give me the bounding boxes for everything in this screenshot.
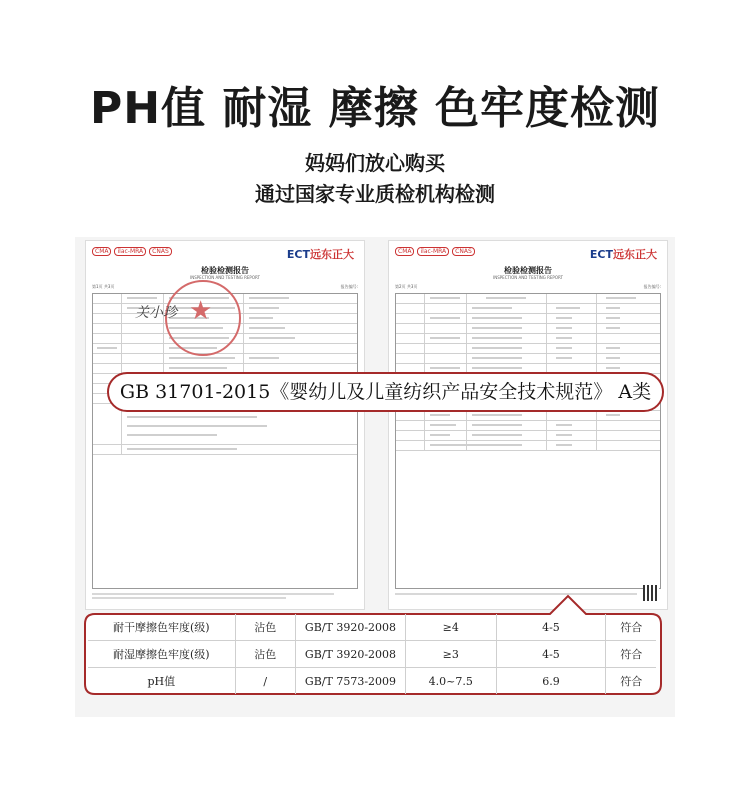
brand-logo [287,246,354,262]
test-requirement: 4.0~7.5 [406,668,496,695]
test-verdict: 符合 [606,614,656,641]
page-title: PH值 耐湿 摩擦 色牢度检测 [89,83,661,134]
report-subtitle-2: INSPECTION AND TESTING REPORT [493,275,563,280]
test-requirement: ≥4 [406,614,496,641]
test-method: / [235,668,295,695]
report-number-label-2: 报告编号: [643,284,661,289]
subtitle-reassure: 妈妈们放心购买 [305,151,445,175]
report-meta-2 [395,284,661,290]
test-item: 耐干摩擦色牢度(级) [88,614,235,641]
brand-cn: 远东正大 [310,248,354,261]
report-number-label: 报告编号: [340,284,358,289]
table-row [88,641,656,668]
report-table-2 [395,293,661,589]
ilac-logo: ilac-MRA [114,247,146,256]
results-table [88,614,656,694]
subtitle-certified: 通过国家专业质检机构检测 [255,182,495,206]
test-standard: GB/T 7573-2009 [295,668,405,695]
report-sheet-page-2 [388,240,668,610]
brand-ect: ECT [286,248,310,261]
report-title-2: 检验检测报告 [504,266,552,275]
test-requirement: ≥3 [406,641,496,668]
page-number-2: 第2页 共3页 [395,284,418,289]
accreditation-logos [92,247,172,256]
table-row [88,668,656,695]
test-standard: GB/T 3920-2008 [295,614,405,641]
test-verdict: 符合 [620,675,643,688]
report-subtitle: INSPECTION AND TESTING REPORT [190,275,260,280]
brand-cn: 远东正大 [613,248,657,261]
seal-star-icon: ★ [189,296,213,326]
cnas-logo: CNAS [149,247,172,256]
signature: 关小珍 [135,305,177,321]
standard-banner: GB 31701-2015《婴幼儿及儿童纺织产品安全技术规范》 A类 [107,372,664,412]
accreditation-logos-2 [395,247,475,256]
brand-logo-2 [590,246,657,262]
test-result: 4-5 [496,641,606,668]
test-standard: GB/T 3920-2008 [295,641,405,668]
cma-logo: CMA [92,247,111,256]
page-number: 第1页 共3页 [92,284,115,289]
test-method: 沾色 [235,614,295,641]
test-result: 4-5 [496,614,606,641]
cma-logo: CMA [395,247,414,256]
test-item: pH值 [88,668,235,695]
ilac-logo: ilac-MRA [417,247,449,256]
test-item: 耐湿摩擦色牢度(级) [88,641,235,668]
brand-ect: ECT [589,248,613,261]
cnas-logo: CNAS [452,247,475,256]
test-method: 沾色 [235,641,295,668]
test-verdict: 符合 [606,641,656,668]
report-title: 检验检测报告 [201,266,249,275]
test-result: 6.9 [496,668,606,695]
table-row [88,614,656,641]
